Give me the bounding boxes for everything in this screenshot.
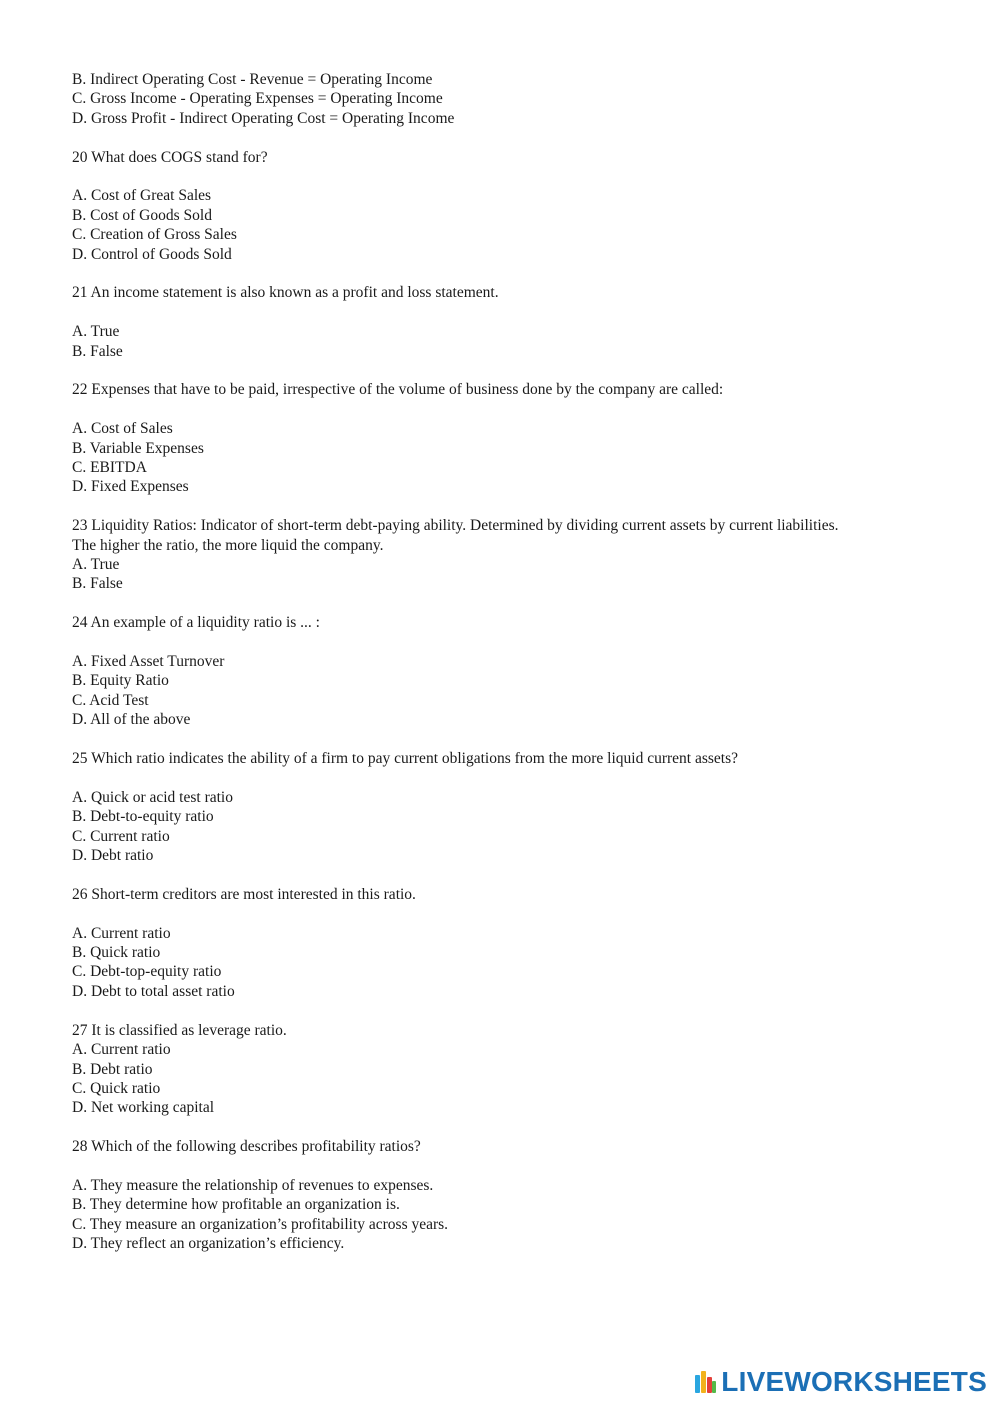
worksheet-body	[72, 70, 952, 1254]
option-22-c: C. EBITDA	[72, 459, 147, 477]
question-23	[72, 516, 952, 555]
option-23-a: A. True	[72, 556, 120, 574]
option-26-c: C. Debt-top-equity ratio	[72, 963, 222, 981]
option-24-b: B. Equity Ratio	[72, 672, 169, 690]
option-26-d: D. Debt to total asset ratio	[72, 982, 235, 1000]
option-21-b: B. False	[72, 342, 123, 360]
question-22: 22 Expenses that have to be paid, irrespective of the volume of business done by the company are called:	[72, 381, 724, 399]
option-20-d: D. Control of Goods Sold	[72, 245, 232, 263]
option-25-d: D. Debt ratio	[72, 847, 154, 865]
question-25-options	[72, 788, 952, 866]
option-25-a: A. Quick or acid test ratio	[72, 788, 233, 806]
question-20-options	[72, 186, 952, 264]
option-22-a: A. Cost of Sales	[72, 420, 173, 438]
question-20: 20 What does COGS stand for?	[72, 148, 268, 166]
option-27-d: D. Net working capital	[72, 1099, 215, 1117]
question-19-options	[72, 70, 952, 128]
question-23-options	[72, 555, 952, 594]
question-21-options	[72, 322, 952, 361]
option-27-a: A. Current ratio	[72, 1041, 171, 1059]
option-23-b: B. False	[72, 575, 123, 593]
liveworksheets-logo	[695, 1365, 987, 1399]
option-26-a: A. Current ratio	[72, 924, 171, 942]
option-22-b: B. Variable Expenses	[72, 439, 204, 457]
question-23-line-2: The higher the ratio, the more liquid the company.	[72, 536, 384, 554]
question-27-options	[72, 1040, 952, 1118]
liveworksheets-icon	[695, 1371, 717, 1393]
option-27-c: C. Quick ratio	[72, 1079, 161, 1097]
option-21-a: A. True	[72, 323, 120, 341]
liveworksheets-wordmark: LIVEWORKSHEETS	[721, 1366, 987, 1397]
option-20-c: C. Creation of Gross Sales	[72, 226, 237, 244]
option-28-a: A. They measure the relationship of revenues to expenses.	[72, 1176, 434, 1194]
option-19-c: C. Gross Income - Operating Expenses = Operating Income	[72, 90, 443, 108]
option-20-b: B. Cost of Goods Sold	[72, 206, 212, 224]
question-26-options	[72, 924, 952, 1002]
option-28-c: C. They measure an organization’s profitability across years.	[72, 1215, 449, 1233]
option-28-d: D. They reflect an organization’s efficiency.	[72, 1235, 345, 1253]
question-26: 26 Short-term creditors are most interested in this ratio.	[72, 885, 416, 903]
option-24-a: A. Fixed Asset Turnover	[72, 653, 225, 671]
option-24-c: C. Acid Test	[72, 691, 149, 709]
option-19-b: B. Indirect Operating Cost - Revenue = Operating Income	[72, 71, 433, 88]
question-28: 28 Which of the following describes profitability ratios?	[72, 1138, 421, 1156]
option-22-d: D. Fixed Expenses	[72, 478, 189, 496]
option-25-b: B. Debt-to-equity ratio	[72, 808, 214, 826]
option-28-b: B. They determine how profitable an organization is.	[72, 1196, 400, 1214]
option-20-a: A. Cost of Great Sales	[72, 187, 212, 205]
question-21: 21 An income statement is also known as a profit and loss statement.	[72, 284, 499, 302]
question-28-options	[72, 1176, 952, 1254]
option-27-b: B. Debt ratio	[72, 1060, 153, 1078]
question-24-options	[72, 652, 952, 730]
question-27: 27 It is classified as leverage ratio.	[72, 1021, 287, 1039]
option-26-b: B. Quick ratio	[72, 944, 161, 962]
option-24-d: D. All of the above	[72, 711, 191, 729]
question-25: 25 Which ratio indicates the ability of a firm to pay current obligations from the more liquid current assets?	[72, 750, 739, 768]
question-23-line-1: 23 Liquidity Ratios: Indicator of short-term debt-paying ability. Determined by dividing current assets by current liabilities.	[72, 517, 839, 535]
question-22-options	[72, 419, 952, 497]
option-25-c: C. Current ratio	[72, 827, 170, 845]
option-19-d: D. Gross Profit - Indirect Operating Cost = Operating Income	[72, 109, 455, 127]
question-24: 24 An example of a liquidity ratio is ... :	[72, 614, 320, 632]
